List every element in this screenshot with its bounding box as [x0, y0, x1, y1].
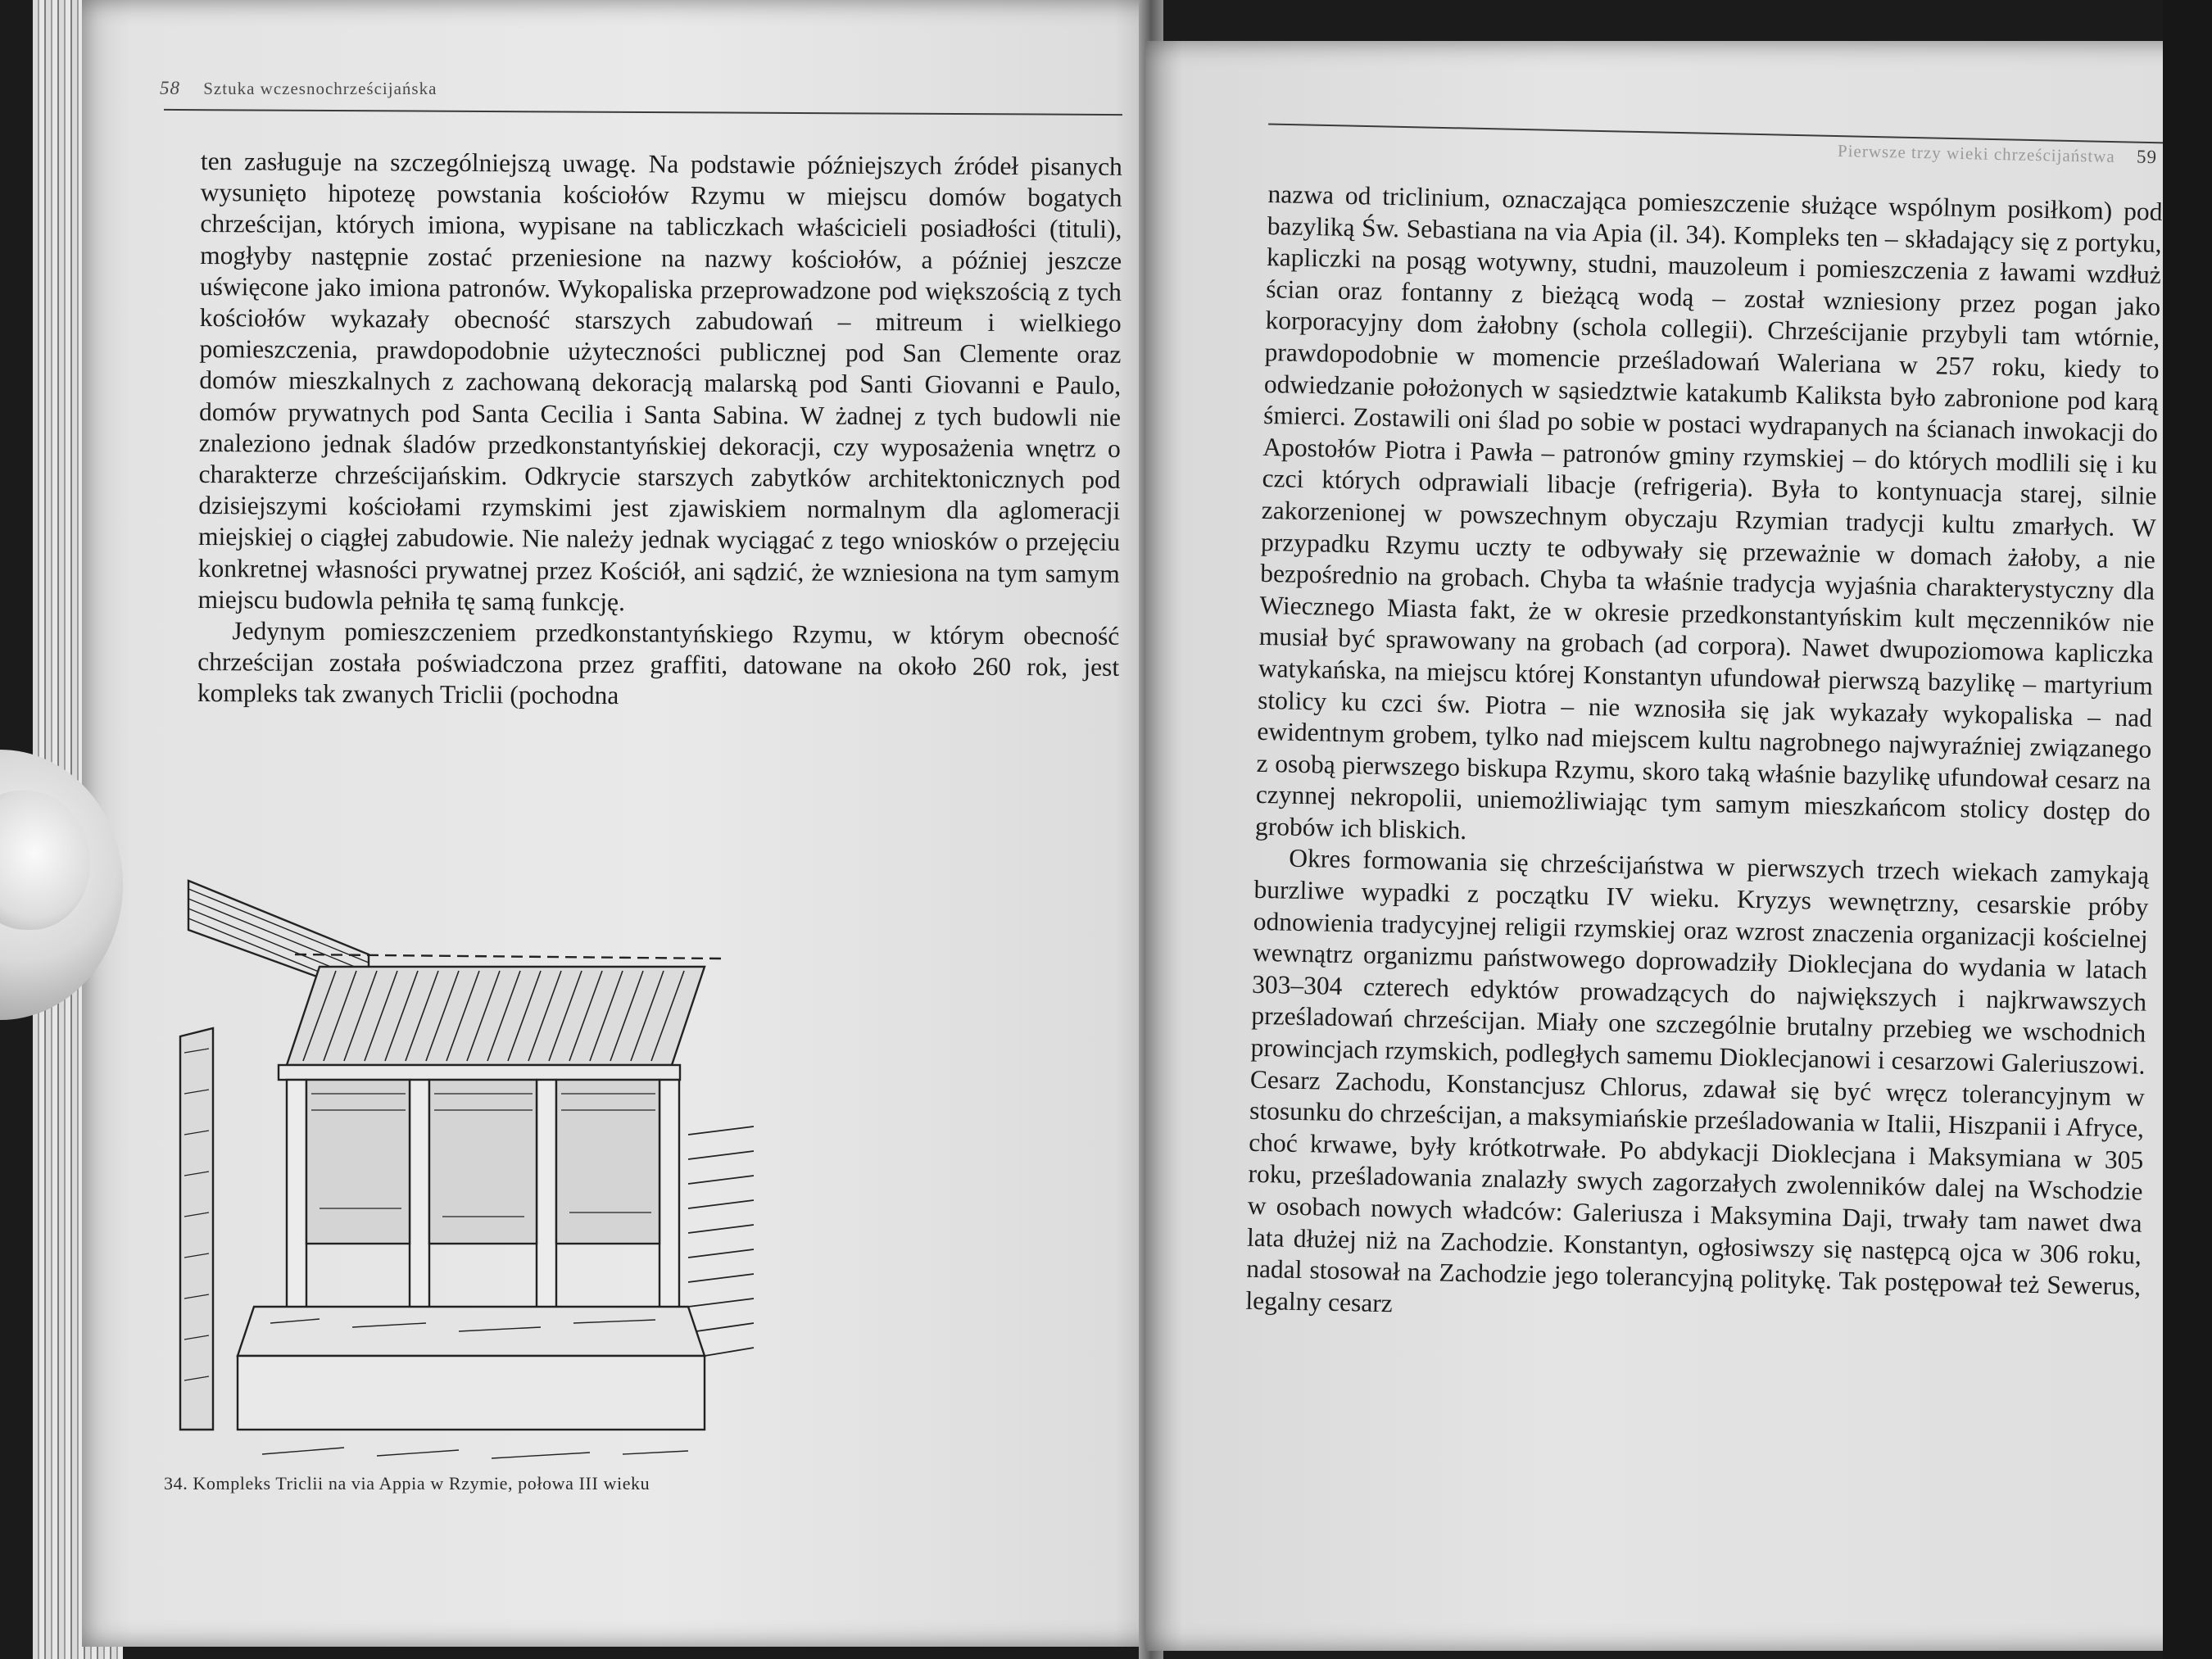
triclia-illustration	[164, 864, 1049, 1487]
left-running-head	[160, 78, 437, 99]
right-page-number: 59	[2136, 146, 2158, 168]
left-header-rule	[164, 109, 1122, 116]
background-edge	[2163, 0, 2212, 1659]
right-header-rule	[1268, 123, 2169, 143]
right-body-text	[1245, 179, 2163, 1335]
left-body-text	[197, 146, 1122, 715]
figure-caption: 34. Kompleks Triclii na via Appia w Rzymie, połowa III wieku	[164, 1473, 650, 1494]
left-paragraph-1: ten zasługuje na szczególniejszą uwagę. Na podstawie późniejszych źródeł pisanych wysunięto hipotezę powstania kościołów Rzymu w miejscu domów bogatych chrześcijan, których imiona, wypisane na tabliczkach właścicieli posiadłości (tituli), mogłyby następnie zostać przeniesione na nazwy kościołów, a później jeszcze uświęcone jako imiona patronów. Wykopaliska przeprowadzone pod większością z tych kościołów wykazały obecność starszych zabudowań – mitreum i wielkiego pomieszczenia, prawdopodobnie użyteczności publicznej pod San Clemente oraz domów mieszkalnych z zachowaną dekoracją malarską pod Santi Giovanni e Paulo, domów prywatnych pod Santa Cecilia i Santa Sabina. W żadnej z tych budowli nie znaleziono jednak śladów przedkonstantyńskiej dekoracji, czy wyposażenia wnętrz o charakterze chrześcijańskim. Odkrycie starszych zabytków architektonicznych pod dzisiejszymi kościołami rzymskimi jest zjawiskiem normalnym dla aglomeracji miejskiej o ciągłej zabudowie. Nie należy jednak wyciągać z tego wniosków o przejęciu konkretnej własności prywatnej przez Kościół, ani sądzić, że wzniesiona na tym samym miejscu budowla pełniła tę samą funkcję.	[197, 146, 1122, 617]
right-page	[1145, 41, 2198, 1651]
left-running-title: Sztuka wczesnochrześcijańska	[203, 79, 437, 98]
right-paragraph-2: Okres formowania się chrześcijaństwa w pierwszych trzech wiekach zamykają burzliwe wypadki z początku IV wieku. Kryzys wewnętrzny, cesarskie próby odnowienia tradycyjnej religii rzymskiej oraz wzrost znaczenia organizacji kościelnej wewnątrz organizmu państwowego doprowadziły Dioklecjana do wydania w latach 303–304 czterech edyktów prowadzących do największych i najkrwawszych prześladowań chrześcijan. Miały one szczególnie brutalny przebieg we wschodnich prowincjach rzymskich, podległych samemu Dioklecjanowi i cesarzowi Galeriuszowi. Cesarz Zachodu, Konstancjusz Chlorus, zdawał się być wręcz tolerancyjnym w stosunku do chrześcijan, a maksymiańskie prześladowania w Italii, Hiszpanii i Afryce, choć krwawe, były krótkotrwałe. Po abdykacji Dioklecjana i Maksymiana w 305 roku, prześladowania znalazły swych zagorzałych zwolenników dalej na Wschodzie w osobach nowych władców: Galeriusza i Maksymina Daji, trwały tam nawet dwa lata dłużej niż na Zachodzie. Konstantyn, ogłosiwszy się następcą ojca w 306 roku, nadal stosował na Zachodzie jego tolerancyjną politykę. Tak postępował też Sewerus, legalny cesarz	[1245, 844, 2150, 1318]
right-running-title: Pierwsze trzy wieki chrześcijaństwa	[1837, 140, 2115, 167]
right-paragraph-1: nazwa od triclinium, oznaczająca pomieszczenie służące wspólnym posiłkom) pod bazyliką Św. Sebastiana na via Apia (il. 34). Kompleks ten – składający się z portyku, kapliczki na posąg wotywny, studni, mauzoleum i pomieszczenia z ławami wzdłuż ścian oraz fontanny z bieżącą wodą – został wzniesiony przez pogan jako korporacyjny dom żałobny (schola collegii). Chrześcijanie przybyli tam wtórnie, prawdopodobnie w momencie prześladowań Waleriana w 257 roku, kiedy to odwiedzanie położonych w sąsiedztwie katakumb Kaliksta było zabronione pod karą śmierci. Zostawili oni ślad po sobie w postaci wydrapanych na ścianach inwokacji do Apostołów Piotra i Pawła – patronów gminy rzymskiej – do których modlili się i ku czci których odprawiali libacje (refrigeria). Była to kontynuacja starej, silnie zakorzenionej w powszechnym obyczaju Rzymian tradycji kultu zmarłych. W przypadku Rzymu uczty te odbywały się przeważnie w domach żałoby, a nie bezpośrednio na grobach. Chyba ta właśnie tradycja wyjaśnia charakterystyczny dla Wiecznego Miasta fakt, że w okresie przedkonstantyńskim kult męczenników nie musiał być sprawowany na grobach (ad corpora). Nawet dwupoziomowa kapliczka watykańska, na miejscu której Konstantyn ufundował pierwszą bazylikę – martyrium stolicy ku czci św. Piotra – nie wznosiła się jak wykazały wykopaliska – nad ewidentnym grobem, tylko nad miejscem kultu nagrobnego najwyraźniej związanego z osobą pierwszego biskupa Rzymu, skoro taką właśnie bazylikę ufundował cesarz na czynnej nekropolii, uniemożliwiając tym samym mieszkańcom stolicy dostęp do grobów ich bliskich.	[1254, 179, 2163, 845]
left-page-number: 58	[160, 78, 180, 98]
left-page	[82, 0, 1163, 1647]
right-running-head	[1838, 140, 2158, 168]
left-paragraph-2: Jedynym pomieszczeniem przedkonstantyńskiego Rzymu, w którym obecność chrześcijan została poświadczona przez graffiti, datowane na około 260 rok, jest kompleks tak zwanych Triclii (pochodna	[197, 616, 1120, 710]
